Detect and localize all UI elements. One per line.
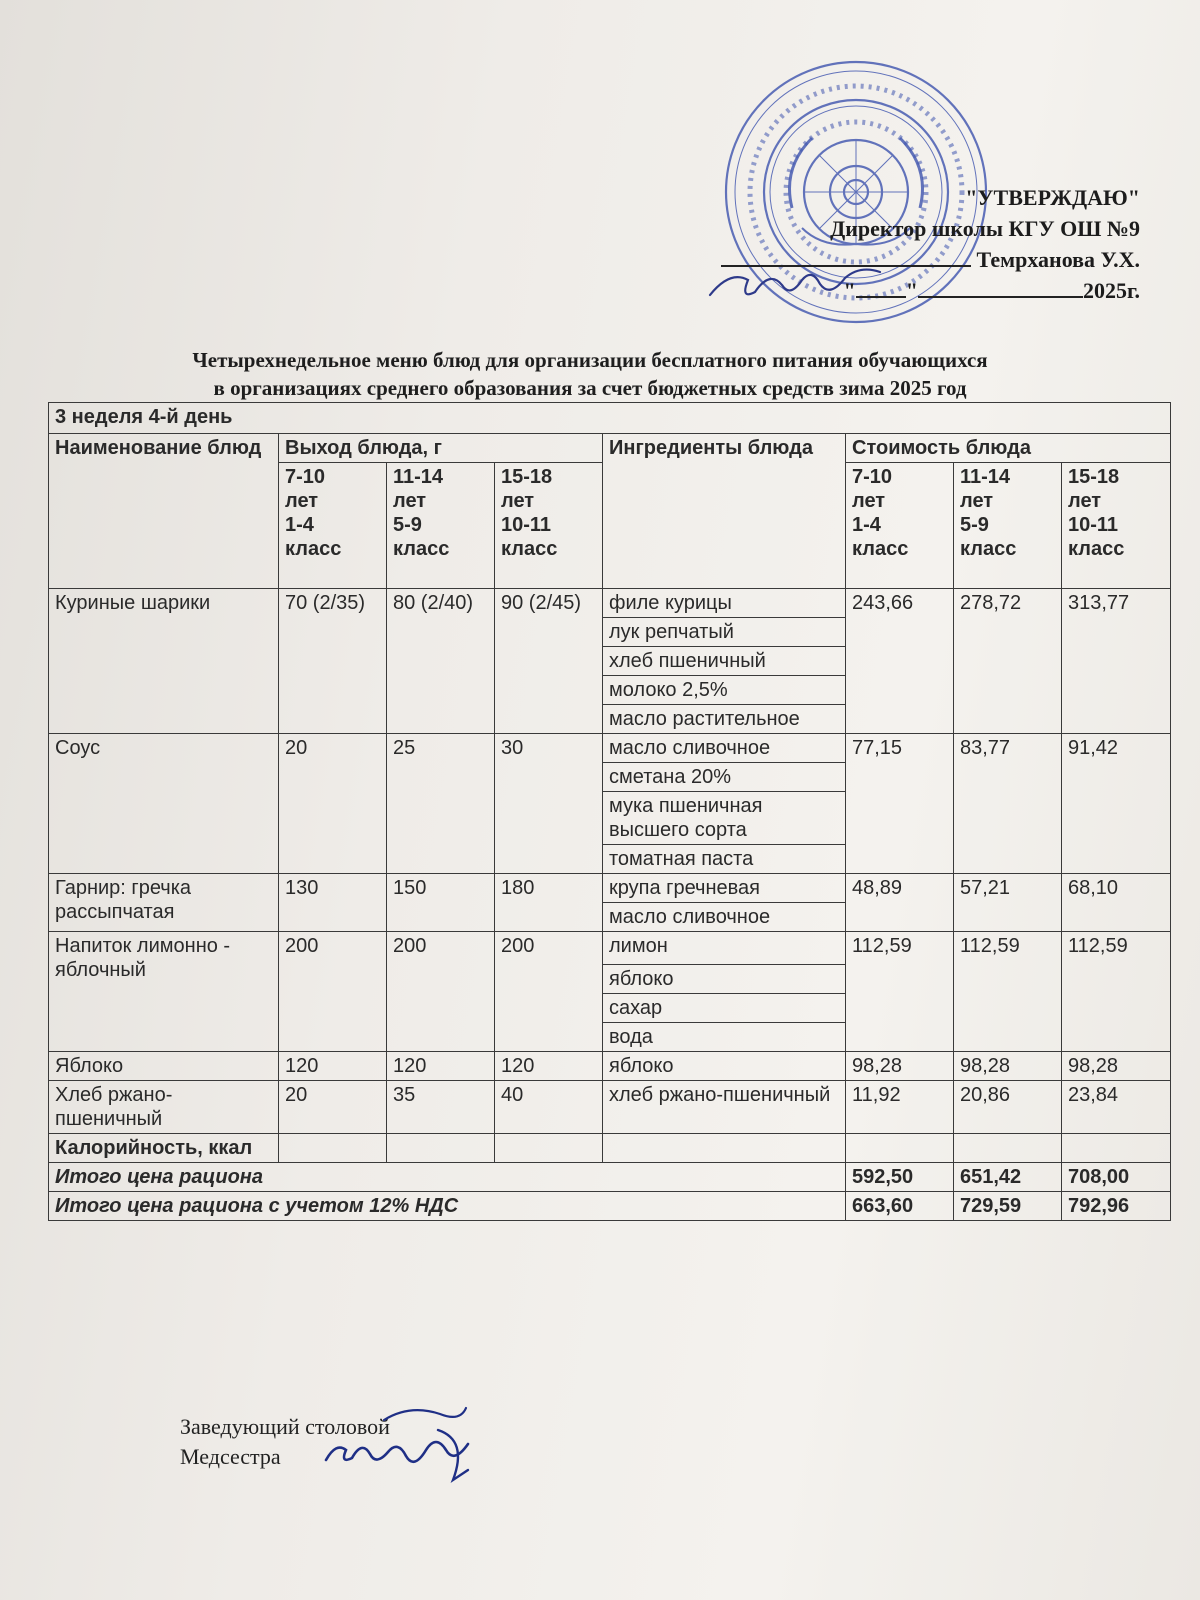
menu-table (48, 402, 1171, 1221)
ingredient: яблоко (603, 1052, 846, 1081)
approval-position: Директор школы КГУ ОШ №9 (830, 216, 1140, 241)
ingredient: томатная паста (603, 845, 846, 874)
ingredient: филе курицы (603, 589, 846, 618)
age-group-yield: 7-10 лет 1-4 класс (279, 463, 387, 589)
table-row (49, 734, 1171, 763)
dish-yield: 200 (387, 932, 495, 1052)
dish-cost: 98,28 (1062, 1052, 1171, 1081)
total-row (49, 1163, 1171, 1192)
dish-yield: 180 (495, 874, 603, 932)
dish-cost: 98,28 (846, 1052, 954, 1081)
ingredient: сметана 20% (603, 763, 846, 792)
dish-yield: 35 (387, 1081, 495, 1134)
dish-cost: 112,59 (954, 932, 1062, 1052)
dish-name: Соус (49, 734, 279, 874)
nurse-label: Медсестра (180, 1444, 281, 1469)
ingredient: хлеб пшеничный (603, 647, 846, 676)
table-row (49, 1081, 1171, 1134)
ingredient: крупа гречневая (603, 874, 846, 903)
age-group-cost: 7-10 лет 1-4 класс (846, 463, 954, 589)
table-row (49, 932, 1171, 965)
ingredient: сахар (603, 994, 846, 1023)
dish-name: Гарнир: гречка рассыпчатая (49, 874, 279, 932)
total-vat-label: Итого цена рациона с учетом 12% НДС (49, 1192, 846, 1221)
ingredient: хлеб ржано-пшеничный (603, 1081, 846, 1134)
total-value: 651,42 (954, 1163, 1062, 1192)
table-row (49, 1052, 1171, 1081)
dish-yield: 120 (279, 1052, 387, 1081)
total-vat-value: 729,59 (954, 1192, 1062, 1221)
header-cost: Стоимость блюда (846, 434, 1171, 463)
dish-yield: 200 (279, 932, 387, 1052)
week-day-cell: 3 неделя 4-й день (49, 403, 1171, 434)
month-blank (918, 276, 1083, 298)
dish-yield: 70 (2/35) (279, 589, 387, 734)
empty-cell (1062, 1134, 1171, 1163)
empty-cell (279, 1134, 387, 1163)
dish-yield: 20 (279, 1081, 387, 1134)
dish-cost: 68,10 (1062, 874, 1171, 932)
dish-cost: 77,15 (846, 734, 954, 874)
table-row (49, 874, 1171, 903)
dish-cost: 313,77 (1062, 589, 1171, 734)
dish-name: Хлеб ржано-пшеничный (49, 1081, 279, 1134)
week-row (49, 403, 1171, 434)
dish-yield: 120 (495, 1052, 603, 1081)
menu-title (40, 346, 1140, 402)
age-group-yield: 11-14 лет 5-9 класс (387, 463, 495, 589)
dish-yield: 200 (495, 932, 603, 1052)
dish-cost: 112,59 (1062, 932, 1171, 1052)
date-open-quote: " (843, 278, 856, 303)
dish-yield: 150 (387, 874, 495, 932)
total-vat-value: 792,96 (1062, 1192, 1171, 1221)
director-signature-icon (700, 250, 890, 310)
dish-yield: 120 (387, 1052, 495, 1081)
date-close-quote: " (905, 278, 918, 303)
director-name: Темрханова У.Х. (976, 247, 1140, 272)
age-group-cost: 11-14 лет 5-9 класс (954, 463, 1062, 589)
dish-cost: 23,84 (1062, 1081, 1171, 1134)
dish-cost: 98,28 (954, 1052, 1062, 1081)
dish-yield: 80 (2/40) (387, 589, 495, 734)
dish-yield: 40 (495, 1081, 603, 1134)
ingredient: масло сливочное (603, 734, 846, 763)
ingredient: лимон (603, 932, 846, 965)
dish-yield: 20 (279, 734, 387, 874)
calories-label: Калорийность, ккал (49, 1134, 279, 1163)
dish-yield: 25 (387, 734, 495, 874)
canteen-head-label: Заведующий столовой (180, 1414, 390, 1439)
total-vat-value: 663,60 (846, 1192, 954, 1221)
ingredient: масло растительное (603, 705, 846, 734)
dish-yield: 130 (279, 874, 387, 932)
dish-cost: 243,66 (846, 589, 954, 734)
menu-title-line2: в организациях среднего образования за счет бюджетных средств зима 2025 год (213, 376, 967, 400)
header-yield: Выход блюда, г (279, 434, 603, 463)
dish-cost: 57,21 (954, 874, 1062, 932)
dish-cost: 11,92 (846, 1081, 954, 1134)
empty-cell (846, 1134, 954, 1163)
dish-yield: 90 (2/45) (495, 589, 603, 734)
ingredient: лук репчатый (603, 618, 846, 647)
dish-yield: 30 (495, 734, 603, 874)
dish-name: Яблоко (49, 1052, 279, 1081)
empty-cell (603, 1134, 846, 1163)
ingredient: мука пшеничная высшего сорта (603, 792, 846, 845)
age-group-cost: 15-18 лет 10-11 класс (1062, 463, 1171, 589)
canteen-signature-icon (380, 1400, 470, 1436)
dish-cost: 91,42 (1062, 734, 1171, 874)
approval-year: 2025г. (1082, 278, 1140, 303)
header-name: Наименование блюд (49, 434, 279, 589)
header-row (49, 434, 1171, 463)
table-row (49, 589, 1171, 618)
dish-cost: 112,59 (846, 932, 954, 1052)
dish-cost: 20,86 (954, 1081, 1062, 1134)
ingredient: молоко 2,5% (603, 676, 846, 705)
dish-name: Куриные шарики (49, 589, 279, 734)
calories-row (49, 1134, 1171, 1163)
empty-cell (495, 1134, 603, 1163)
menu-title-line1: Четырехнедельное меню блюд для организации бесплатного питания обучающихся (192, 348, 988, 372)
empty-cell (387, 1134, 495, 1163)
ingredient: масло сливочное (603, 903, 846, 932)
age-group-yield: 15-18 лет 10-11 класс (495, 463, 603, 589)
ingredient: вода (603, 1023, 846, 1052)
total-vat-row (49, 1192, 1171, 1221)
header-ingredients: Ингредиенты блюда (603, 434, 846, 589)
total-label: Итого цена рациона (49, 1163, 846, 1192)
dish-cost: 278,72 (954, 589, 1062, 734)
dish-cost: 48,89 (846, 874, 954, 932)
total-value: 708,00 (1062, 1163, 1171, 1192)
total-value: 592,50 (846, 1163, 954, 1192)
dish-cost: 83,77 (954, 734, 1062, 874)
ingredient: яблоко (603, 965, 846, 994)
empty-cell (954, 1134, 1062, 1163)
dish-name: Напиток лимонно - яблочный (49, 932, 279, 1052)
approval-heading: "УТВЕРЖДАЮ" (965, 185, 1140, 210)
